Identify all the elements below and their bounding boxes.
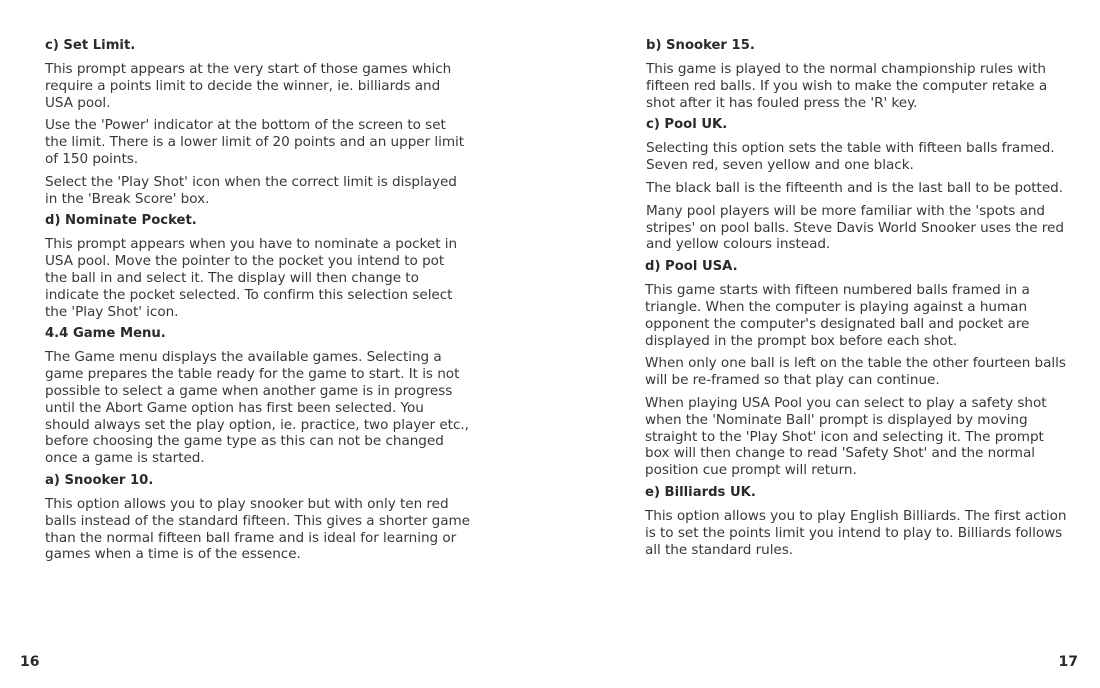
paragraph: Select the 'Play Shot' icon when the correct limit is displayed in the 'Break Score' box. — [45, 173, 457, 207]
paragraph: Use the 'Power' indicator at the bottom of the screen to set the limit. There is a lower limit of 20 points and an upper limit of 150 points. — [45, 117, 465, 167]
section-heading: e) Billiards UK. — [645, 484, 756, 500]
section-snooker-15 — [646, 38, 1068, 111]
paragraph: The Game menu displays the available games. Selecting a game prepares the table ready for the game to start. It is not possible to select a game when another game is in progress until the Abort Game option has first been selected. You should always set the play option, ie. practice, two player etc., before choosing the game type as this can not be changed once a game is started. — [45, 349, 469, 467]
paragraph: This prompt appears at the very start of those games which require a points limit to decide the winner, ie. billiards and USA pool. — [45, 61, 452, 111]
paragraph: The black ball is the fifteenth and is the last ball to be potted. — [646, 179, 1063, 196]
paragraph: When playing USA Pool you can select to play a safety shot when the 'Nominate Ball' prompt is displayed by moving straight to the 'Play Shot' icon and selecting it. The prompt box will then change to read 'Safety Shot' and the normal position cue prompt will return. — [645, 394, 1047, 479]
section-heading: d) Nominate Pocket. — [45, 213, 197, 229]
section-heading: b) Snooker 15. — [646, 38, 755, 53]
section-pool-usa — [645, 259, 1068, 479]
section-set-limit — [45, 38, 470, 207]
section-heading: c) Set Limit. — [45, 38, 136, 53]
page-number-right: 17 — [1058, 654, 1078, 670]
left-page-column — [45, 38, 470, 569]
section-billiards-uk — [645, 485, 1068, 558]
page-number-left: 16 — [20, 654, 40, 670]
section-snooker-10 — [45, 473, 470, 563]
paragraph: Selecting this option sets the table with fifteen balls framed. Seven red, seven yellow and one black. — [646, 140, 1055, 174]
paragraph: This option allows you to play snooker but with only ten red balls instead of the standard fifteen. This gives a shorter game than the normal fifteen ball frame and is ideal for learning or games when a time is of the essence. — [45, 495, 470, 563]
paragraph: This prompt appears when you have to nominate a pocket in USA pool. Move the pointer to the pocket you intend to pot the ball in and select it. The display will then change to indicate the pocket selected. To confirm this selection select the 'Play Shot' icon. — [45, 236, 458, 320]
paragraph: This game starts with fifteen numbered balls framed in a triangle. When the computer is playing against a human opponent the computer's designated ball and pocket are displayed in the prompt box before each shot. — [645, 282, 1030, 349]
section-heading: a) Snooker 10. — [45, 472, 154, 488]
right-page-column — [643, 38, 1068, 564]
section-heading: c) Pool UK. — [646, 117, 728, 133]
paragraph: This game is played to the normal championship rules with fifteen red balls. If you wish to make the computer retake a shot after it has fouled press the 'R' key. — [646, 61, 1048, 111]
paragraph: This option allows you to play English Billiards. The first action is to set the points limit you intend to play to. Billiards follows all the standard rules. — [645, 507, 1067, 558]
section-heading: d) Pool USA. — [645, 259, 738, 275]
paragraph: When only one ball is left on the table the other fourteen balls will be re-framed so that play can continue. — [645, 355, 1066, 389]
section-pool-uk — [646, 117, 1068, 253]
section-nominate-pocket — [45, 213, 470, 320]
section-game-menu — [45, 326, 470, 467]
section-heading: 4.4 Game Menu. — [45, 326, 166, 342]
paragraph: Many pool players will be more familiar with the 'spots and stripes' on pool balls. Steve Davis World Snooker uses the red and yellow colours instead. — [646, 202, 1064, 253]
